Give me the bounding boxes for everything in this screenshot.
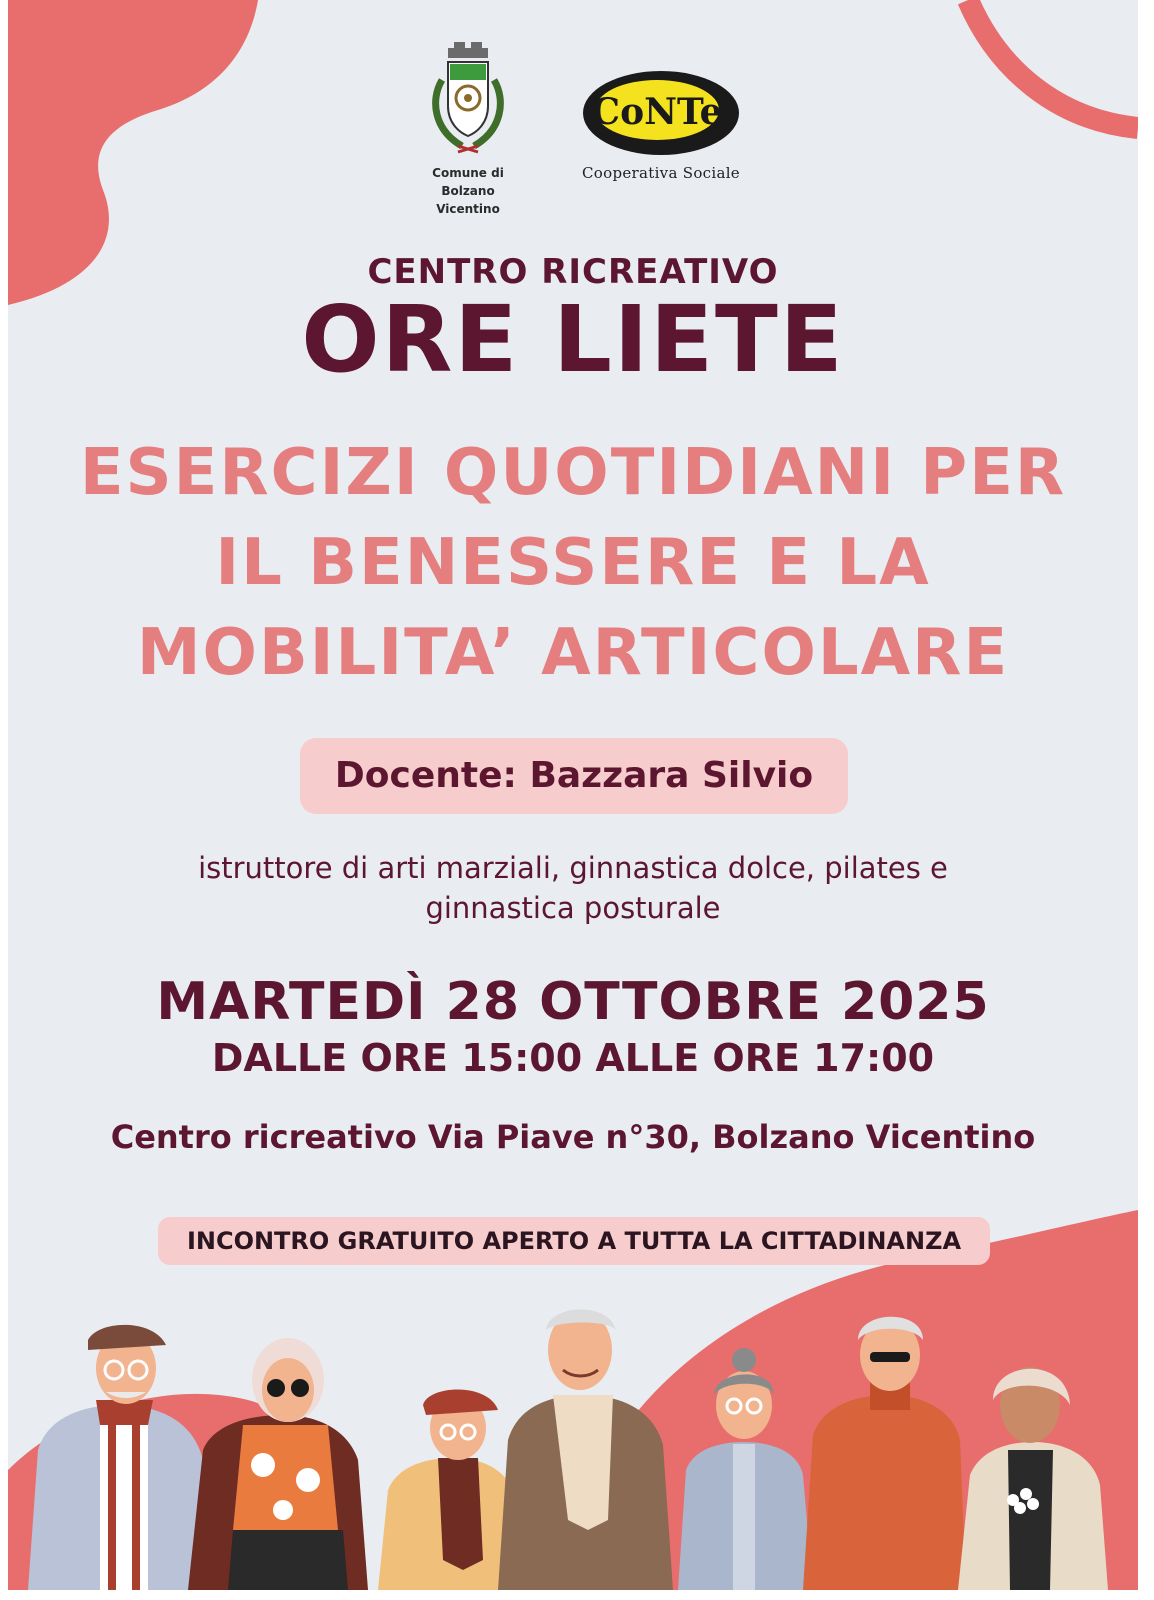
event-hours: DALLE ORE 15:00 ALLE ORE 17:00 bbox=[211, 1036, 935, 1080]
free-entry-badge: INCONTRO GRATUITO APERTO A TUTTA LA CITTADINANZA bbox=[158, 1217, 990, 1265]
event-subtitle bbox=[8, 428, 1138, 698]
elderly-man-flat-cap bbox=[28, 1325, 213, 1590]
event-poster bbox=[8, 0, 1138, 1590]
conte-logo bbox=[576, 68, 746, 182]
teacher-description-line-2: ginnastica posturale bbox=[425, 891, 721, 925]
teacher-description-line-1: istruttore di arti marziali, ginnastica dolce, pilates e bbox=[198, 851, 948, 885]
event-date: MARTEDÌ 28 OTTOBRE 2025 bbox=[156, 972, 990, 1032]
elderly-woman-flowers bbox=[958, 1367, 1108, 1590]
elderly-woman-sunglasses bbox=[188, 1338, 368, 1590]
venue-kicker: CENTRO RICREATIVO bbox=[367, 252, 779, 292]
subtitle-line-2: IL BENESSERE E LA bbox=[215, 526, 931, 600]
comune-label bbox=[413, 164, 523, 218]
comune-logo bbox=[413, 40, 523, 218]
elderly-man-scarf bbox=[498, 1309, 673, 1590]
comune-label-line1: Comune di bbox=[432, 166, 504, 180]
conte-emblem-icon bbox=[581, 68, 741, 158]
teacher-description bbox=[8, 848, 1138, 928]
elderly-woman-beret bbox=[378, 1389, 518, 1590]
coat-of-arms-icon bbox=[422, 40, 514, 158]
subtitle-line-1: ESERCIZI QUOTIDIANI PER bbox=[79, 436, 1067, 510]
teacher-badge: Docente: Bazzara Silvio bbox=[300, 738, 848, 814]
elderly-woman-bun bbox=[678, 1348, 813, 1590]
event-title: ORE LIETE bbox=[301, 286, 845, 393]
elderly-woman-sunglasses-orange bbox=[803, 1317, 966, 1590]
comune-label-line2: Bolzano Vicentino bbox=[436, 184, 500, 216]
elderly-people-illustration bbox=[8, 1200, 1138, 1590]
top-right-arc bbox=[968, 0, 1138, 128]
event-place: Centro ricreativo Via Piave n°30, Bolzano Vicentino bbox=[110, 1118, 1036, 1156]
cooperative-label: Cooperativa Sociale bbox=[582, 164, 740, 182]
subtitle-line-3: MOBILITA’ ARTICOLARE bbox=[136, 616, 1010, 690]
conte-logo-text: CoNTe bbox=[591, 91, 723, 133]
